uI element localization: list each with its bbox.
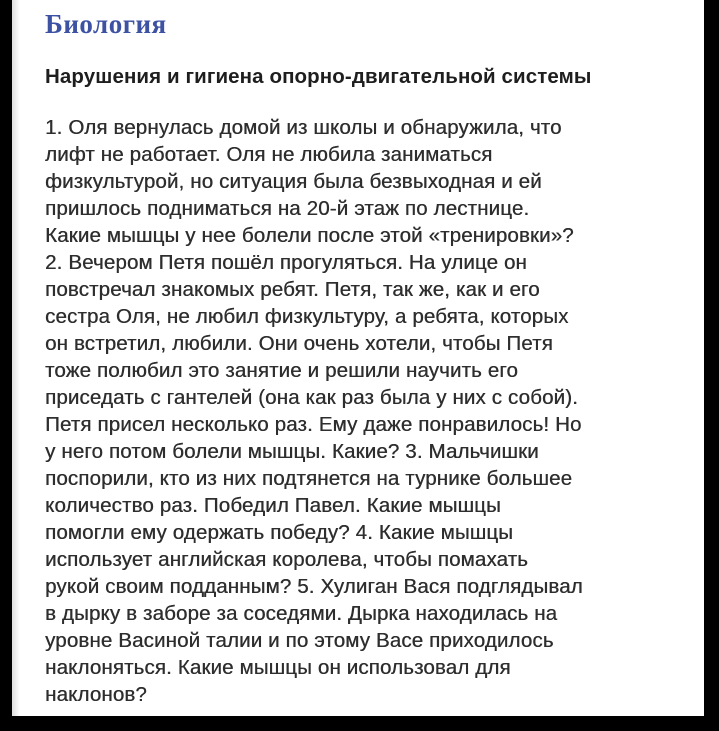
- text-line: Какие мышцы у нее болели после этой «тренировки»?: [45, 224, 574, 247]
- text-line: поспорили, кто из них подтянется на турнике большее: [45, 467, 573, 490]
- text-line: у него потом болели мышцы. Какие? 3. Мальчишки: [45, 440, 539, 463]
- category-title-link[interactable]: Биология: [45, 9, 167, 39]
- worksheet-title: Нарушения и гигиена опорно-двигательной системы: [45, 65, 592, 88]
- text-line: уровне Васиной талии и по этому Васе приходилось: [45, 629, 554, 652]
- text-line: использует английская королева, чтобы помахать: [45, 548, 528, 571]
- question-text: [45, 114, 685, 708]
- text-line: повстречал знакомых ребят. Петя, так же, как и его: [45, 278, 540, 301]
- text-line: наклонов?: [45, 683, 147, 706]
- text-line: физкультурой, но ситуация была безвыходная и ей: [45, 170, 542, 193]
- text-line: 1. Оля вернулась домой из школы и обнаружила, что: [45, 116, 562, 139]
- right-letterbox-bar: [704, 0, 719, 731]
- text-line: Петя присел несколько раз. Ему даже понравилось! Но: [45, 413, 582, 436]
- text-line: в дырку в заборе за соседями. Дырка находилась на: [45, 602, 558, 625]
- text-line: приседать с гантелей (она как раз была у них с собой).: [45, 386, 578, 409]
- text-line: лифт не работает. Оля не любила заниматься: [45, 143, 493, 166]
- text-line: наклоняться. Какие мышцы он использовал для: [45, 656, 511, 679]
- text-line: 2. Вечером Петя пошёл прогуляться. На улице он: [45, 251, 527, 274]
- text-line: пришлось подниматься на 20-й этаж по лестнице.: [45, 197, 530, 220]
- text-line: количество раз. Победил Павел. Какие мышцы: [45, 494, 501, 517]
- left-letterbox-bar: [0, 0, 12, 731]
- bottom-letterbox-bar: [0, 716, 719, 731]
- text-line: сестра Оля, не любил физкультуру, а ребята, которых: [45, 305, 569, 328]
- text-line: рукой своим подданным? 5. Хулиган Вася подглядывал: [45, 575, 583, 598]
- text-line: он встретил, любили. Они очень хотели, чтобы Петя: [45, 332, 553, 355]
- text-line: тоже полюбил это занятие и решили научить его: [45, 359, 518, 382]
- document-page: [45, 0, 685, 716]
- page-edge-shadow: [12, 0, 20, 716]
- text-line: помогли ему одержать победу? 4. Какие мышцы: [45, 521, 514, 544]
